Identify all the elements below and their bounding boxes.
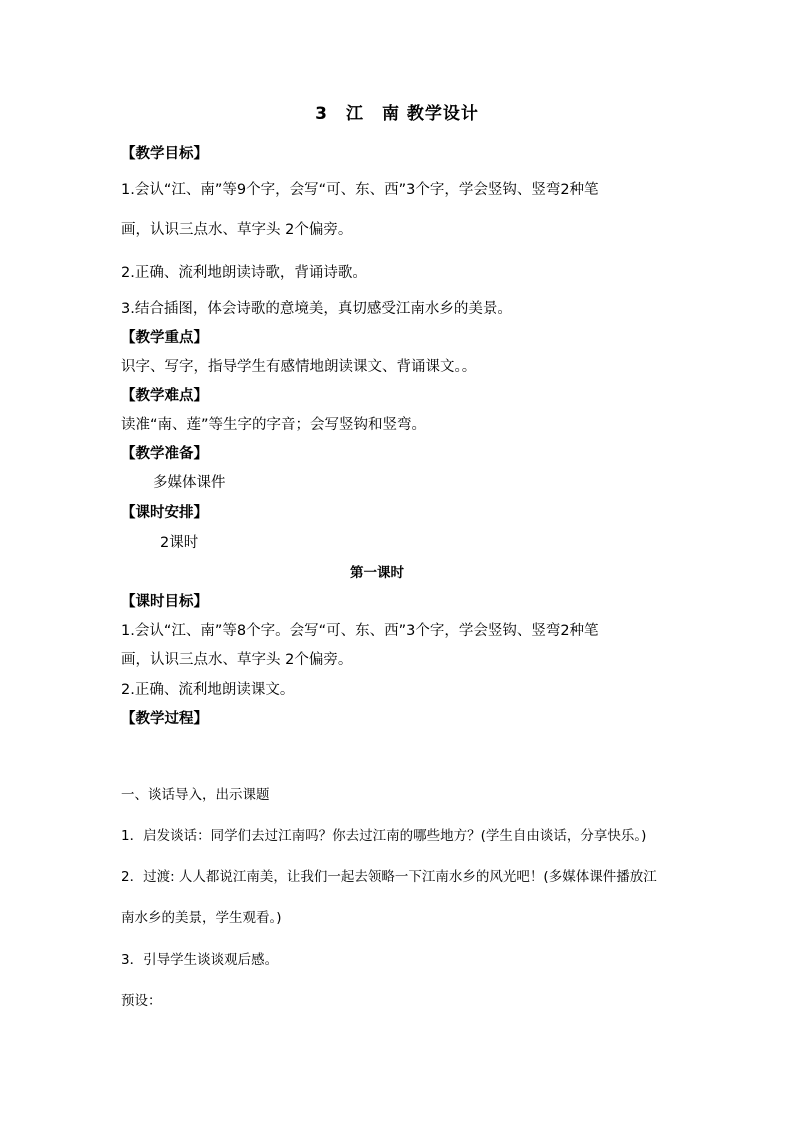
step-1-item-2-line-2: 南水乡的美景，学生观看。)	[121, 910, 282, 926]
goal-1-line-2: 画，认识三点水、草字头 2个偏旁。	[121, 222, 353, 238]
prep-heading: 【教学准备】	[121, 446, 208, 462]
preset-label: 预设：	[121, 993, 162, 1009]
step-1-item-1: 1．启发谈话：同学们去过江南吗？你去过江南的哪些地方？(学生自由谈话，分享快乐。)	[121, 828, 647, 844]
lesson-1-title: 第一课时	[350, 565, 404, 581]
focus-heading: 【教学重点】	[121, 330, 208, 346]
prep-text: 多媒体课件	[153, 475, 226, 491]
lesson-goal-2: 2.正确、流利地朗读课文。	[121, 682, 295, 698]
lesson-goals-heading: 【课时目标】	[121, 594, 208, 610]
step-1-item-3: 3．引导学生谈谈观后感。	[121, 952, 279, 968]
focus-text: 识字、写字，指导学生有感情地朗读课文、背诵课文。。	[121, 359, 477, 375]
goal-3: 3.结合插图，体会诗歌的意境美，真切感受江南水乡的美景。	[121, 301, 512, 317]
schedule-text: 2课时	[160, 535, 199, 551]
difficulty-text: 读准“南、莲”等生字的字音；会写竖钩和竖弯。	[121, 417, 427, 433]
lesson-goal-1-line-1: 1.会认“江、南”等8个字。会写“可、东、西”3个字，学会竖钩、竖弯2种笔	[121, 623, 599, 639]
process-heading: 【教学过程】	[121, 711, 208, 727]
schedule-heading: 【课时安排】	[121, 505, 208, 521]
difficulty-heading: 【教学难点】	[121, 388, 208, 404]
goal-2: 2.正确、流利地朗读诗歌，背诵诗歌。	[121, 265, 367, 281]
goal-1-line-1: 1.会认“江、南”等9个字，会写“可、东、西”3个字，学会竖钩、竖弯2种笔	[121, 182, 599, 198]
document-title: 3 江 南 教学设计	[315, 104, 479, 124]
step-1-item-2-line-1: 2．过渡: 人人都说江南美，让我们一起去领略一下江南水乡的风光吧！(多媒体课件播放江	[121, 869, 657, 885]
goals-heading: 【教学目标】	[121, 146, 208, 162]
lesson-goal-1-line-2: 画，认识三点水、草字头 2个偏旁。	[121, 652, 353, 668]
step-1-heading: 一、谈话导入，出示课题	[121, 787, 270, 803]
